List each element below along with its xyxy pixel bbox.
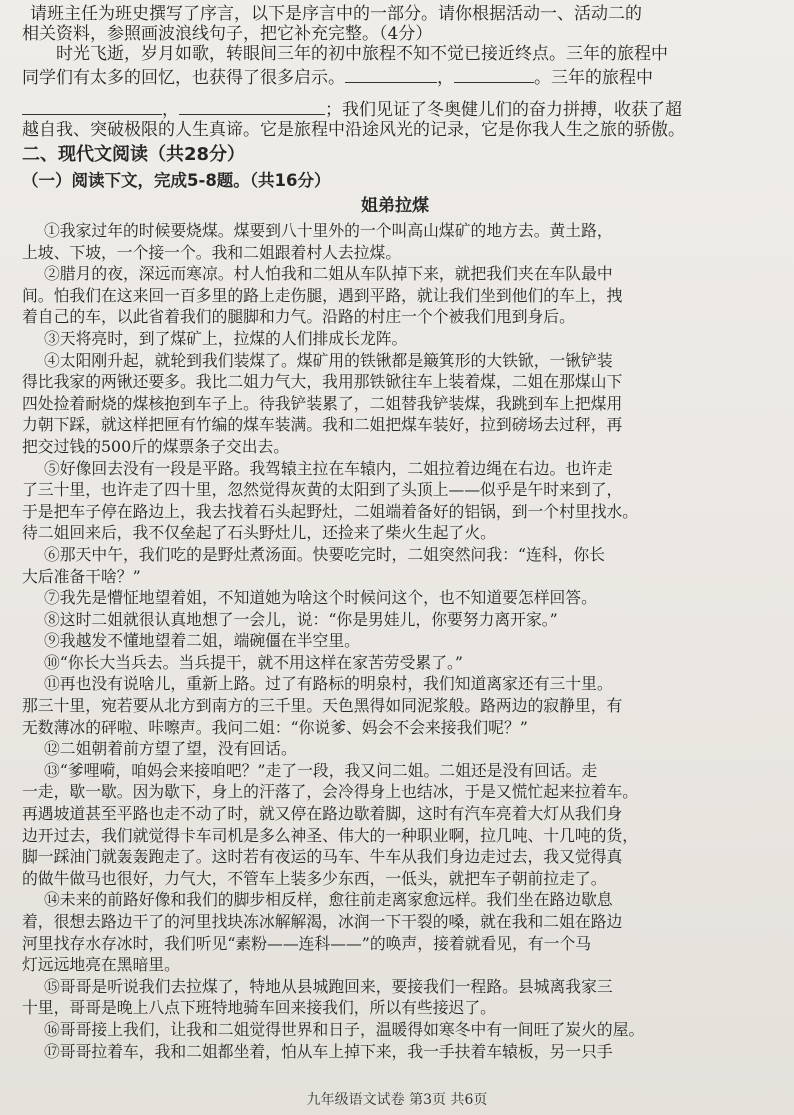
paragraph-line: 十里，哥哥是晚上八点下班特地骑车回来接我们，所以有些接迟了。 [22,998,496,1018]
answer-blank-3[interactable] [22,96,162,115]
wavy-sentence-part2: 越自我、突破极限的人生真谛 [22,120,243,140]
article-paragraph [22,609,768,631]
preface-line: 相关资料，参照画波浪线句子，把它补充完整。（4分） [22,24,433,44]
paragraph-line: 无数薄冰的砰啦、咔嚓声。我问二姐：“你说爹、妈会不会来接我们呢？” [22,717,528,737]
paragraph-line: 灯远远地亮在黑暗里。 [22,955,180,975]
preface-body-line-2 [22,64,768,88]
preface-body [22,44,768,140]
article-paragraph [22,458,768,544]
answer-blank-1[interactable] [345,64,437,83]
paragraph-line: ④太阳刚升起，就轮到我们装煤了。煤矿用的铁锹都是簸箕形的大铁锨，一锹铲装 [44,350,613,370]
article-title: 姐弟拉煤 [361,196,429,216]
paragraph-line: ⑨我越发不懂地望着二姐，端碗僵在半空里。 [44,631,360,651]
article-paragraph [22,738,768,760]
article-paragraph [22,760,768,890]
section-title: 二、现代文阅读（共28分） [22,144,246,165]
paragraph-line: 再遇坡道甚至平路也走不动了时，就又停在路边歇着脚，这时有汽车亮着大灯从我们身 [22,804,623,824]
article-paragraph [22,889,768,975]
paragraph-line: 得比我家的两锹还要多。我比二姐力气大，我用那铁锨往车上装着煤，二姐在那煤山下 [22,372,623,392]
paragraph-line: 一走，歇一歇。因为歇下，身上的汗落了，会冷得身上也结冰，于是又慌忙起来拉着车。 [22,782,639,802]
wavy-sentence-part1: 我们见证了冬奥健儿们的奋力拼搏，收获了超 [342,100,682,120]
paragraph-line: 把交过钱的500斤的煤票条子交出去。 [22,436,290,456]
paragraph-line: ⑤好像回去没有一段是平路。我驾辕主拉在车辕内，二姐拉着边绳在右边。也许走 [44,458,613,478]
paragraph-line: 着，很想去路边干了的河里找块冻冰解解渴，冰润一下干裂的嗓，就在我和二姐在路边 [22,912,623,931]
article-paragraph [22,652,768,674]
article-body [22,220,768,1062]
preface-body-line-3 [22,96,768,120]
paragraph-line: 大后准备干啥？” [22,566,141,586]
paragraph-line: 力朝下踩，就这样把匣有竹编的煤车装满。我和二姐把煤车装好，拉到磅场去过秤，再 [22,415,623,435]
paragraph-line: ⑮哥哥是听说我们去拉煤了，特地从县城跑回来，要接我们一程路。县城离我家三 [44,976,613,996]
paragraph-line: 待二姐回来后，我不仅垒起了石头野灶儿，还捡来了柴火生起了火。 [22,523,496,543]
article-paragraph [22,328,768,350]
paragraph-line: ⑦我先是懵怔地望着姐，不知道她为啥这个时候问这个，也不知道要怎样回答。 [44,588,597,608]
paragraph-line: ⑧这时二姐就很认真地想了一会儿，说：“你是男娃儿，你要努力离开家。” [44,609,558,629]
paragraph-line: ③天将亮时，到了煤矿上，拉煤的人们排成长龙阵。 [44,328,408,348]
paragraph-line: 上坡、下坡，一个接一个。我和二姐跟着村人去拉煤。 [22,242,402,262]
article-paragraph [22,350,768,458]
article-paragraph [22,1041,768,1063]
preface-body-text-end: 。三年的旅程中 [534,68,653,88]
punct: ， [437,68,454,88]
punct: ； [325,100,342,120]
answer-blank-2[interactable] [454,64,534,83]
paragraph-line: ⑯哥哥接上我们，让我和二姐觉得世界和日子，温暖得如寒冬中有一间旺了炭火的屋。 [44,1019,645,1039]
preface-body-text: 。它是旅程中沿途风光的记录，它是你我人生之旅的骄傲。 [243,120,685,140]
paragraph-line: 着自己的车，以此省着我们的腿脚和力气。沿路的村庄一个个被我们甩到身后。 [22,307,575,327]
paragraph-line: 脚一踩油门就轰轰跑走了。这时若有夜运的马车、牛车从我们身边走过去，我又觉得真 [22,847,623,867]
subsection-title: （一）阅读下文，完成5-8题。（共16分） [22,171,331,190]
article-paragraph [22,630,768,652]
paragraph-line: 的做牛做马也很好，力气大，不管车上装多少东西，一低头，就把车子朝前拉走了。 [22,868,607,888]
article-paragraph [22,220,768,263]
paragraph-line: 那三十里，宛若要从北方到南方的三千里。天色黑得如同泥浆般。路两边的寂静里，有 [22,696,623,716]
preface-line: 请班主任为班史撰写了序言，以下是序言中的一部分。请你根据活动一、活动二的 [30,4,642,24]
paragraph-line: 河里找存水存冰时，我们听见“素粉——连科——”的唤声，接着就看见，有一个马 [22,933,592,953]
paragraph-line: ⑩“你长大当兵去。当兵提干，就不用这样在家苦劳受累了。” [44,652,463,672]
paragraph-line: 间。怕我们在这来回一百多里的路上走伤腿，遇到平路，就让我们坐到他们的车上，拽 [22,285,623,305]
preface-body-text: 同学们有太多的回忆，也获得了很多启示。 [22,68,345,88]
paragraph-line: ⑰哥哥拉着车，我和二姐都坐着，怕从车上掉下来，我一手扶着车辕板，另一只手 [44,1041,613,1061]
article-paragraph [22,263,768,328]
paragraph-line: ②腊月的夜，深远而寒凉。村人怕我和二姐从车队掉下来，就把我们夹在车队最中 [44,264,613,284]
article-paragraph [22,544,768,587]
preface-body-line-1: 时光飞逝，岁月如歌，转眼间三年的初中旅程不知不觉已接近终点。三年的旅程中 [56,44,668,64]
paragraph-line: 四处捡着耐烧的煤核抱到车子上。待我铲装累了，二姐替我铲装煤，我跳到车上把煤用 [22,393,623,413]
paragraph-line: ⑬“爹哩嗬，咱妈会来接咱吧？”走了一段，我又问二姐。二姐还是没有回话。走 [44,760,598,780]
paragraph-line: 边开过去，我们就觉得卡车司机是多么神圣、伟大的一种职业啊，拉几吨、十几吨的货， [22,825,639,845]
preface-body-line-4 [22,120,768,140]
article-paragraph [22,587,768,609]
paragraph-line: ①我家过年的时候要烧煤。煤要到八十里外的一个叫高山煤矿的地方去。黄土路， [44,221,613,240]
article-paragraph [22,976,768,1019]
page-footer: 九年级语文试卷 第3页 共6页 [306,1092,488,1108]
paragraph-line: ⑫二姐朝着前方望了望，没有回话。 [44,739,297,759]
article-paragraph [22,673,768,738]
punct: ， [162,100,179,120]
preface-instructions [22,4,768,44]
article-paragraph [22,1019,768,1041]
paragraph-line: 于是把车子停在路边上，我去找着石头起野灶，二姐端着备好的铝锅，到一个村里找水。 [22,501,639,521]
paragraph-line: ⑥那天中午，我们吃的是野灶煮汤面。快要吃完时，二姐突然问我：“连科，你长 [44,544,605,564]
paragraph-line: ⑭未来的前路好像和我们的脚步相反样，愈往前走离家愈远样。我们坐在路边歇息 [44,890,613,910]
paragraph-line: 了三十里，也许走了四十里，忽然觉得灰黄的太阳到了头顶上——似乎是午时来到了， [22,480,623,500]
answer-blank-4[interactable] [179,96,325,115]
paragraph-line: ⑪再也没有说啥儿，重新上路。过了有路标的明泉村，我们知道离家还有三十里。 [44,674,613,694]
